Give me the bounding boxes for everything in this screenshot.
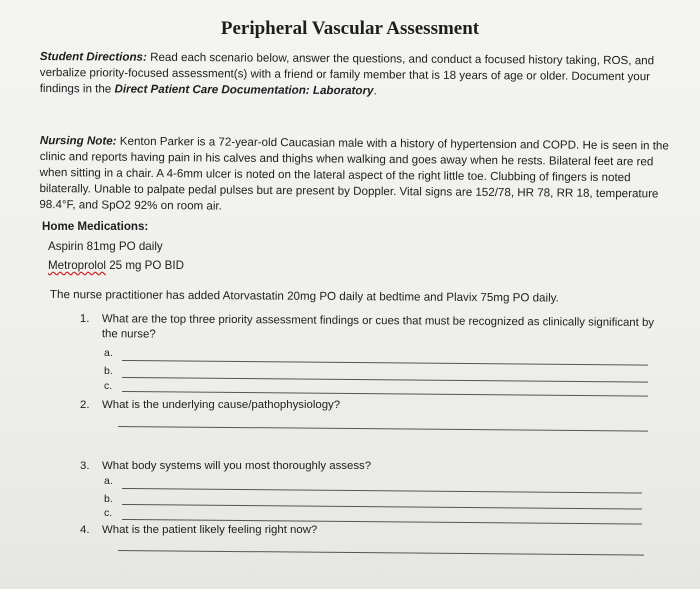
answer-line[interactable] [118, 426, 648, 432]
directions-end: . [373, 84, 377, 98]
answer-line[interactable] [122, 391, 648, 397]
medication-aspirin: Aspirin 81mg PO daily [48, 240, 163, 253]
answer-line[interactable] [122, 504, 642, 510]
answer-label: b. [104, 365, 113, 377]
answer-label: a. [104, 475, 113, 487]
nurse-practitioner-note: The nurse practitioner has added Atorvastatin 20mg PO daily at bedtime and Plavix 75mg PO daily. [49, 288, 559, 305]
student-directions [40, 49, 665, 101]
question-1 [79, 312, 660, 341]
question-text: What is the patient likely feeling right now? [102, 524, 318, 536]
answer-line[interactable] [118, 550, 644, 556]
page-title: Peripheral Vascular Assessment [220, 18, 480, 39]
question-text: What is the underlying cause/pathophysiology? [102, 399, 341, 411]
medication-dose: 25 mg PO BID [106, 259, 184, 272]
question-text: What body systems will you most thoroughly assess? [102, 460, 372, 472]
answer-line[interactable] [122, 360, 648, 366]
question-number: 1. [79, 312, 90, 326]
answer-label: b. [104, 493, 113, 505]
directions-label: Student Directions: [39, 49, 147, 64]
medication-metoprolol [48, 259, 184, 272]
answer-line[interactable] [122, 488, 642, 494]
question-text: What are the top three priority assessment findings or cues that must be recognized as clinically significant by the nurse? [101, 313, 655, 341]
medication-name-misspelled: Metroprolol [48, 259, 106, 272]
documentation-title: Direct Patient Care Documentation: Laboratory [114, 82, 374, 98]
answer-line[interactable] [122, 377, 648, 383]
answer-label: c. [104, 507, 113, 519]
answer-label: a. [104, 347, 113, 359]
nursing-note [39, 133, 670, 218]
question-number: 3. [80, 460, 90, 472]
nursing-note-text: Kenton Parker is a 72-year-old Caucasian male with a history of hypertension and COPD. He is seen in the clinic and reports having pain in his calves and thighs when walking and goes away when he rests. Bilateral feet are red when sitting in a chair. A 4-6mm ulcer is noted on the lateral aspect of the right little toe. Clubbing of fingers is noted bilaterally. Unable to palpate pedal pulses but are present by Doppler. Vital signs are 152/78, HR 78, RR 18, temperature 98.4°F, and SpO2 92% on room air. [39, 134, 669, 213]
nursing-note-label: Nursing Note: [39, 133, 117, 148]
answer-label: c. [104, 380, 113, 392]
home-medications-heading: Home Medications: [42, 220, 149, 233]
question-number: 4. [80, 524, 90, 536]
question-number: 2. [80, 399, 90, 411]
directions-text: Read each scenario below, answer the questions, and conduct a focused history taking, ROS, and verbalize priority-focused assessment(s) with a friend or family member that is 18 years of age or older. Document your findings in the [39, 50, 655, 96]
